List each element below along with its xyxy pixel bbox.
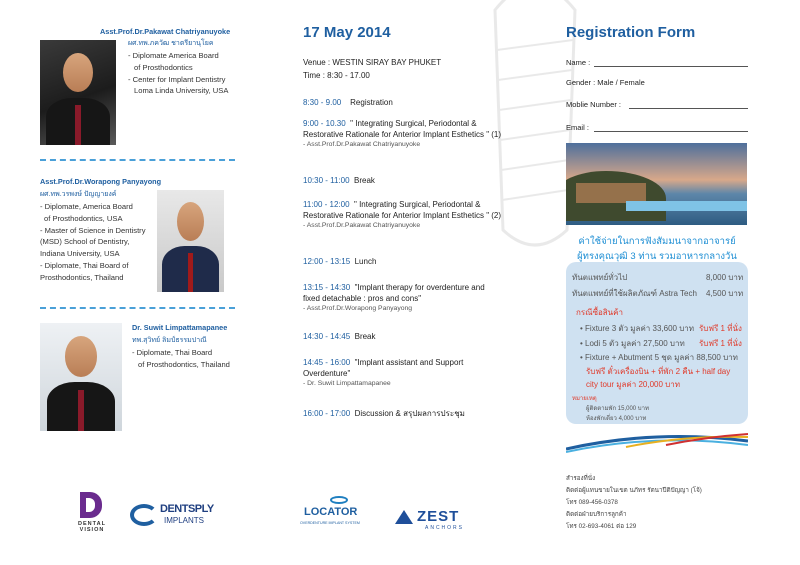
contact-phone: โทร 02-693-4061 ต่อ 129 [566,523,637,530]
free-offer: city tour มูลค่า 20,000 บาท [586,380,681,389]
name-label: Name : [566,58,591,67]
purchase-item: • Fixture + Abutment 5 ชุด มูลค่า 88,500 บาท [580,353,738,362]
rainbow-swoosh [566,433,748,455]
event-venue: Venue : WESTIN SIRAY BAY PHUKET [303,58,442,67]
contact-line: ติดต่อฝ่ายบริการลูกค้า [566,511,627,518]
speaker-thai-name-2: ผศ.ทพ.วรพงษ์ ปัญญายงค์ [40,191,117,198]
contact-title: สำรองที่นั่ง [566,475,596,482]
purchase-item: • Fixture 3 ตัว มูลค่า 33,600 บาท [580,324,695,333]
resort-image [566,143,747,225]
free-offer: รับฟรี ตั๋วเครื่องบิน + ที่พัก 2 คืน + half day [586,367,731,376]
mobile-label: Moblie Number : [566,100,622,109]
gender-label: Gender : Male / Female [566,78,645,87]
schedule-item: 8:30 - 9.00 Registration [303,98,393,107]
contact-line: ติดต่อผู้แทนขายในเขต นภัทร รัตนาปีติปัญญา (โจ้) [566,487,702,494]
speaker-credentials-3: - Diplomate, Thai Board of Prosthodontics, Thailand [132,348,230,369]
speaker-credentials-2: - Diplomate, America Board of Prosthodontics, USA - Master of Science in Dentistry (MSD) School of Dentistry, Indiana University, USA - Diplomate, Thai Board of Prosthodontics, Thailand [40,202,146,282]
schedule-item: 9:00 - 10.30 " Integrating Surgical, Periodontal & Restorative Rationale for Anterior Implant Esthetics " (1) - Asst.Prof.Dr.Pakawat Chatriyanuyoke [303,119,502,148]
purchase-title: กรณีซื้อสินค้า [576,308,623,317]
name-field[interactable] [594,66,748,67]
fee-price: 8,000 บาท [706,273,744,282]
speaker-photo-2 [157,190,224,292]
locator-logo: LOCATOR OVERDENTURE IMPLANT SYSTEM [300,496,382,532]
schedule-item: 12:00 - 13:15 Lunch [303,257,377,266]
speaker-thai-name-3: ทพ.สุวิทย์ ลิมป์ธรรมปาณี [132,337,207,344]
fee-label: ทันตแพทย์ทั่วไป [572,273,628,282]
fee-title-line2: ผู้ทรงคุณวุฒิ 3 ท่าน รวมอาหารกลางวัน [577,251,737,262]
note-title: หมายเหตุ [572,396,597,402]
speaker-name-2: Asst.Prof.Dr.Worapong Panyayong [40,177,162,186]
event-time: Time : 8:30 - 17.00 [303,71,370,80]
fee-price: 4,500 บาท [706,289,744,298]
purchase-item: • Lodi 5 ตัว มูลค่า 27,500 บาท [580,339,685,348]
speaker-photo-3 [40,323,122,431]
purchase-bonus: รับฟรี 1 ที่นั่ง [699,324,742,333]
note-row: ห้องพักเดี่ยว 4,000 บาท [586,416,647,422]
speaker-name-3: Dr. Suwit Limpattamapanee [132,323,228,332]
speakers-panel [0,0,265,565]
speaker-photo-1 [40,40,116,145]
schedule-item: 14:45 - 16:00 "Implant assistant and Support Overdenture" - Dr. Suwit Limpattamapanee [303,358,464,387]
schedule-item: 10:30 - 11:00 Break [303,176,375,185]
dentsply-logo: DENTSPLY IMPLANTS [130,500,230,530]
dental-vision-logo: DENTAL VISION [72,492,112,532]
contact-phone: โทร 089-456-0378 [566,499,618,506]
fee-title-line1: ค่าใช้จ่ายในการฟังสัมมนาจากอาจารย์ [578,236,736,247]
note-row: ผู้ติดตามพัก 15,000 บาท [586,406,649,412]
divider [40,159,235,161]
schedule-item: 11:00 - 12:00 " Integrating Surgical, Periodontal & Restorative Rationale for Anterior Implant Esthetics " (2) - Asst.Prof.Dr.Pakawat Chatriyanuyoke [303,200,502,229]
speaker-credentials-1: - Diplomate America Board of Prosthodontics - Center for Implant Dentistry Loma Linda University, USA [128,51,229,96]
email-field[interactable] [594,131,748,132]
email-label: Email : [566,123,589,132]
registration-title: Registration Form [566,24,696,41]
schedule-item: 13:15 - 14:30 "Implant therapy for overdenture and fixed detachable : pros and cons" - Asst.Prof.Dr.Worapong Panyayong [303,283,485,312]
zest-logo: ZEST ANCHORS [395,508,485,532]
speaker-thai-name-1: ผศ.ทพ.ภควัฒ ชาตรียานุโยค [128,40,214,47]
speaker-name-1: Asst.Prof.Dr.Pakawat Chatriyanuyoke [100,27,231,36]
purchase-bonus: รับฟรี 1 ที่นั่ง [699,339,742,348]
mobile-field[interactable] [629,108,748,109]
schedule-item: 16:00 - 17:00 Discussion & สรุปผลการประชุม [303,409,465,418]
event-date: 17 May 2014 [303,24,391,41]
divider [40,307,235,309]
fee-label: ทันตแพทย์ที่ใช้ผลิตภัณฑ์ Astra Tech [572,289,697,298]
schedule-item: 14:30 - 14:45 Break [303,332,376,341]
